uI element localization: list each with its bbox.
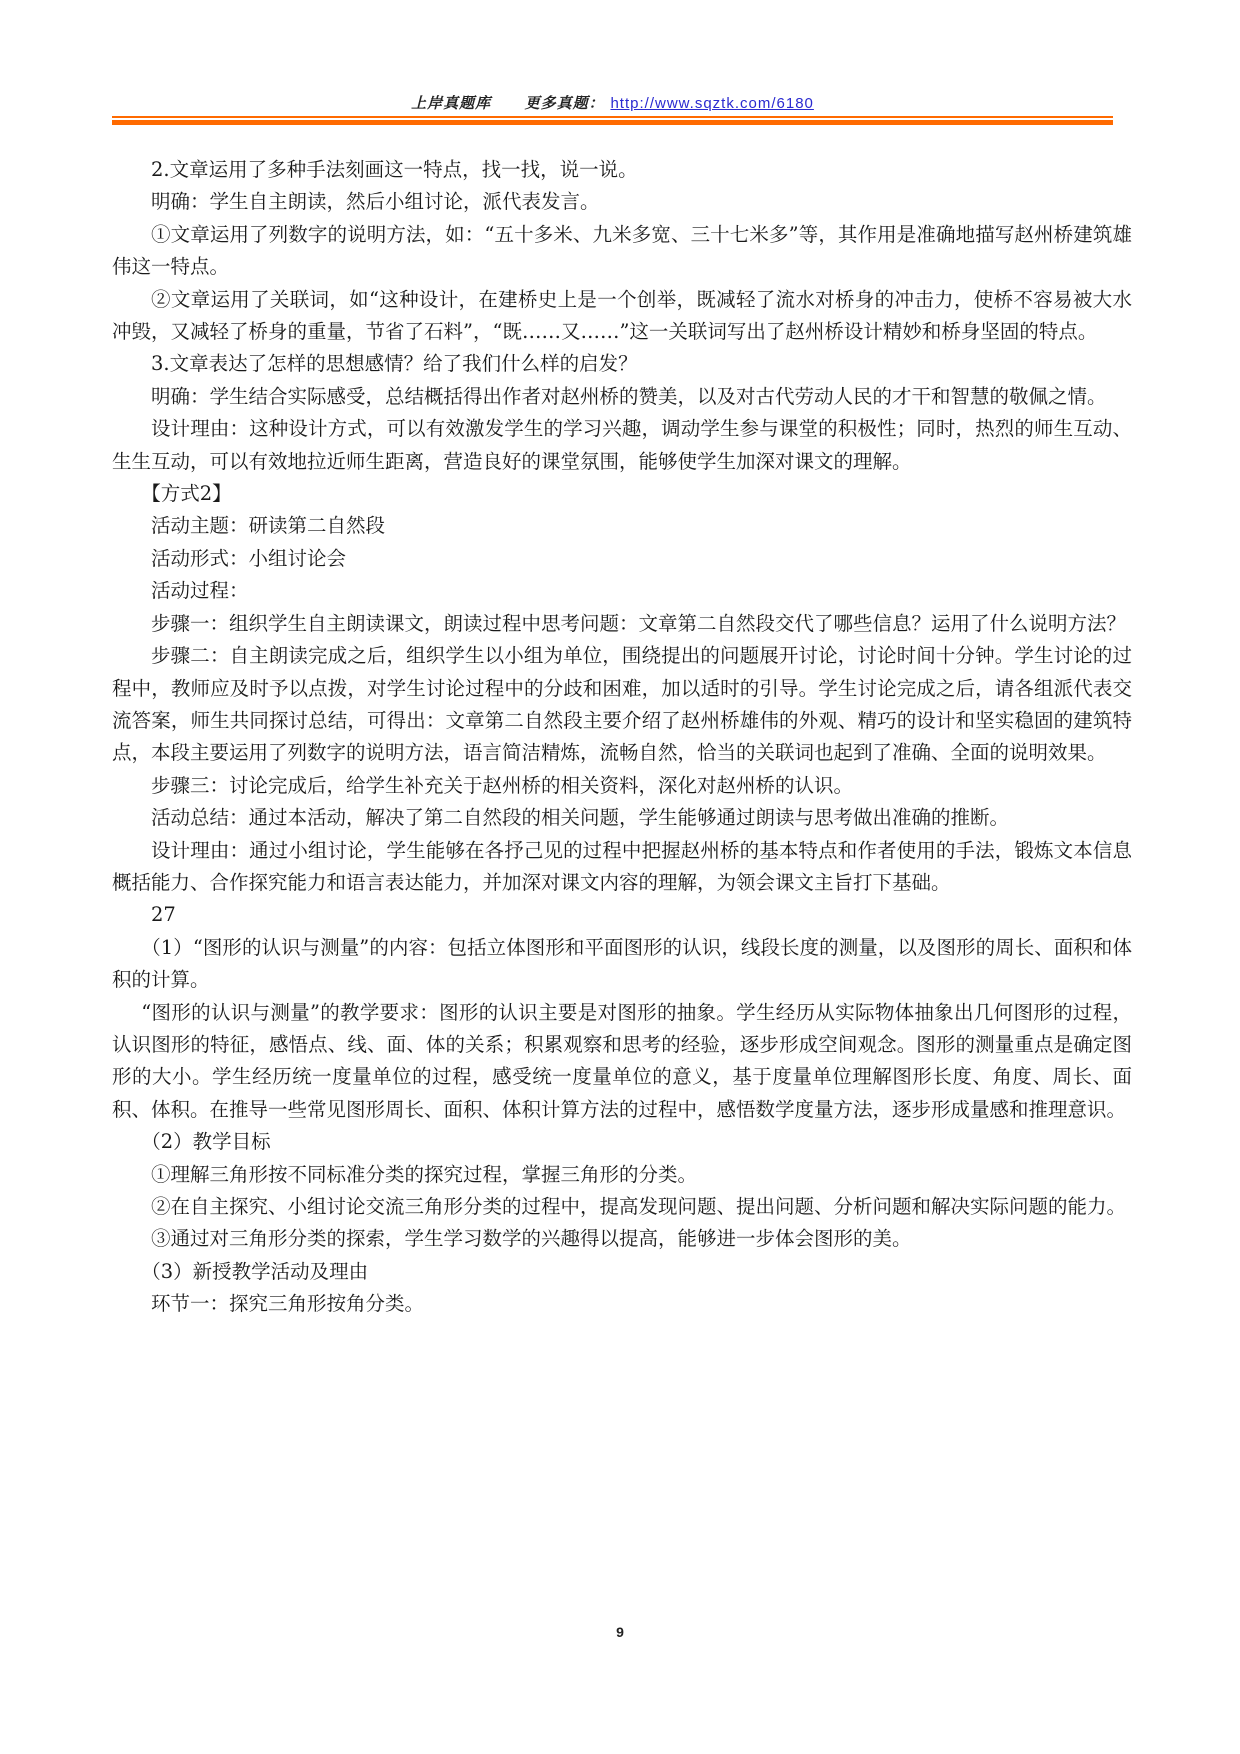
document-body bbox=[112, 154, 1132, 1321]
paragraph: ③通过对三角形分类的探索，学生学习数学的兴趣得以提高，能够进一步体会图形的美。 bbox=[151, 1227, 912, 1251]
paragraph: 步骤二：自主朗读完成之后，组织学生以小组为单位，围绕提出的问题展开讨论，讨论时间十分钟。学生讨论的过程中，教师应及时予以点拨，对学生讨论过程中的分歧和困难，加以适时的引导。学生讨论完成之后，请各组派代表交流答案，师生共同探讨总结，可得出：文章第二自然段主要介绍了赵州桥雄伟的外观、精巧的设计和坚实稳固的建筑特点，本段主要运用了列数字的说明方法，语言简洁精炼，流畅自然，恰当的关联词也起到了准确、全面的说明效果。 bbox=[112, 644, 1132, 765]
page-header bbox=[112, 88, 1113, 128]
header-link[interactable]: http://www.sqztk.com/6180 bbox=[610, 95, 814, 112]
paragraph: 环节一：探究三角形按角分类。 bbox=[151, 1292, 425, 1316]
paragraph: 2.文章运用了多种手法刻画这一特点，找一找，说一说。 bbox=[151, 158, 638, 181]
header-more-label: 更多真题： bbox=[524, 94, 605, 112]
paragraph: 步骤三：讨论完成后，给学生补充关于赵州桥的相关资料，深化对赵州桥的认识。 bbox=[151, 773, 854, 797]
paragraph: ①理解三角形按不同标准分类的探究过程，掌握三角形的分类。 bbox=[151, 1162, 698, 1186]
paragraph: ②在自主探究、小组讨论交流三角形分类的过程中，提高发现问题、提出问题、分析问题和解决实际问题的能力。 bbox=[151, 1195, 1127, 1218]
paragraph: 步骤一：组织学生自主朗读课文，朗读过程中思考问题：文章第二自然段交代了哪些信息？运用了什么说明方法？ bbox=[151, 611, 1127, 635]
paragraph: （1）“图形的认识与测量”的内容：包括立体图形和平面图形的认识，线段长度的测量，以及图形的周长、面积和体积的计算。 bbox=[112, 935, 1132, 992]
paragraph: 设计理由：这种设计方式，可以有效激发学生的学习兴趣，调动学生参与课堂的积极性；同时，热烈的师生互动、生生互动，可以有效地拉近师生距离，营造良好的课堂氛围，能够使学生加深对课文的理解。 bbox=[112, 417, 1132, 473]
header-brand: 上岸真题库 bbox=[411, 94, 492, 112]
paragraph: ①文章运用了列数字的说明方法，如：“五十多米、九米多宽、三十七米多”等，其作用是准确地描写赵州桥建筑雄伟这一特点。 bbox=[112, 222, 1132, 279]
paragraph: “图形的认识与测量”的教学要求：图形的认识主要是对图形的抽象。学生经历从实际物体抽象出几何图形的过程，认识图形的特征，感悟点、线、面、体的关系；积累观察和思考的经验，逐步形成空间观念。图形的测量重点是确定图形的大小。学生经历统一度量单位的过程，感受统一度量单位的意义，基于度量单位理解图形长度、角度、周长、面积、体积。在推导一些常见图形周长、面积、体积计算方法的过程中，感悟数学度量方法，逐步形成量感和推理意识。 bbox=[112, 1000, 1132, 1121]
paragraph: 活动主题：研读第二自然段 bbox=[151, 514, 386, 538]
paragraph: 明确：学生自主朗读，然后小组讨论，派代表发言。 bbox=[151, 190, 600, 214]
header-text bbox=[112, 92, 1113, 113]
paragraph: 活动形式：小组讨论会 bbox=[151, 546, 347, 570]
paragraph: 3.文章表达了怎样的思想感情？给了我们什么样的启发？ bbox=[151, 352, 638, 376]
paragraph: 设计理由：通过小组讨论，学生能够在各抒己见的过程中把握赵州桥的基本特点和作者使用的手法，锻炼文本信息概括能力、合作探究能力和语言表达能力，并加深对课文内容的理解，为领会课文主旨打下基础。 bbox=[112, 838, 1132, 894]
section-heading: （3）新授教学活动及理由 bbox=[141, 1259, 369, 1283]
paragraph: 活动总结：通过本活动，解决了第二自然段的相关问题，学生能够通过朗读与思考做出准确的推断。 bbox=[151, 806, 1010, 830]
paragraph: 活动过程： bbox=[151, 579, 249, 603]
section-heading: 【方式2】 bbox=[141, 482, 232, 506]
section-heading: （2）教学目标 bbox=[141, 1130, 271, 1154]
header-rule-thin bbox=[112, 116, 1113, 118]
question-number: 27 bbox=[151, 903, 176, 927]
page-number: 9 bbox=[616, 1624, 624, 1640]
header-rule-thick bbox=[112, 120, 1113, 125]
paragraph: 明确：学生结合实际感受，总结概括得出作者对赵州桥的赞美，以及对古代劳动人民的才干和智慧的敬佩之情。 bbox=[151, 384, 1107, 408]
paragraph: ②文章运用了关联词，如“这种设计，在建桥史上是一个创举，既减轻了流水对桥身的冲击力，使桥不容易被大水冲毁，又减轻了桥身的重量，节省了石料”，“既……又……”这一关联词写出了赵州桥设计精妙和桥身坚固的特点。 bbox=[112, 287, 1132, 344]
